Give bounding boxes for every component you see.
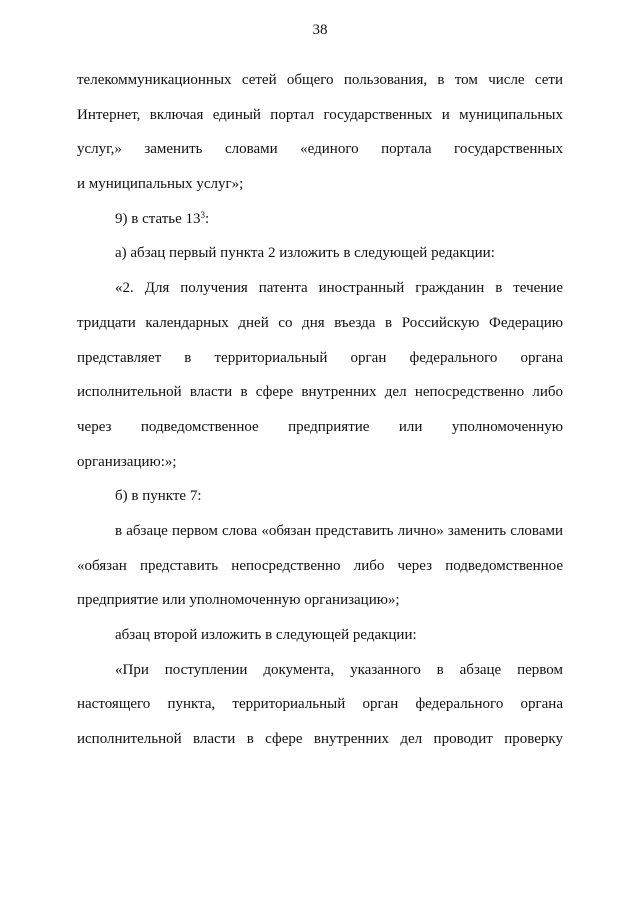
text-line: б) в пункте 7: xyxy=(115,488,202,505)
paragraph-7 xyxy=(77,618,563,653)
text-line: в абзаце первом слова «обязан представить лично» заменить словами xyxy=(115,522,563,539)
article-ref: 9) в статье 13 xyxy=(115,210,201,227)
text-line: через подведомственное предприятие или уполномоченную xyxy=(77,418,563,435)
article-superscript: 3 xyxy=(200,209,206,220)
text-line: «2. Для получения патента иностранный гражданин в течение xyxy=(115,280,563,297)
article-colon: : xyxy=(205,210,210,227)
paragraph-2 xyxy=(77,202,563,237)
text-line: Интернет, включая единый портал государственных и муниципальных xyxy=(77,106,563,123)
text-line: а) абзац первый пункта 2 изложить в следующей редакции: xyxy=(115,245,495,262)
paragraph-5 xyxy=(77,479,563,514)
text-line: телекоммуникационных сетей общего пользования, в том числе сети xyxy=(77,72,563,88)
text-line: услуг,» заменить словами «единого портала государственных xyxy=(77,141,563,158)
paragraph-6 xyxy=(77,514,563,618)
text-line: «При поступлении документа, указанного в абзаце первом xyxy=(115,661,563,678)
paragraph-4 xyxy=(77,271,563,479)
text-line: представляет в территориальный орган федерального органа xyxy=(77,349,563,366)
document-body xyxy=(77,63,563,757)
text-line: организацию:»; xyxy=(77,453,177,470)
text-line: абзац второй изложить в следующей редакции: xyxy=(115,627,417,643)
paragraph-8 xyxy=(77,653,563,757)
text-line: настоящего пункта, территориальный орган федерального органа xyxy=(77,696,563,713)
text-line: исполнительной власти в сфере внутренних дел непосредственно либо xyxy=(77,384,563,401)
paragraph-3 xyxy=(77,236,563,271)
paragraph-1 xyxy=(77,63,563,202)
text-line: тридцати календарных дней со дня въезда в Российскую Федерацию xyxy=(77,314,563,331)
text-line: «обязан представить непосредственно либо через подведомственное xyxy=(77,557,563,574)
text-line: исполнительной власти в сфере внутренних дел проводит проверку xyxy=(77,731,563,748)
text-line: и муниципальных услуг»; xyxy=(77,176,244,193)
page-number: 38 xyxy=(312,22,328,38)
text-line: предприятие или уполномоченную организацию»; xyxy=(77,592,400,609)
text-line xyxy=(77,202,563,237)
